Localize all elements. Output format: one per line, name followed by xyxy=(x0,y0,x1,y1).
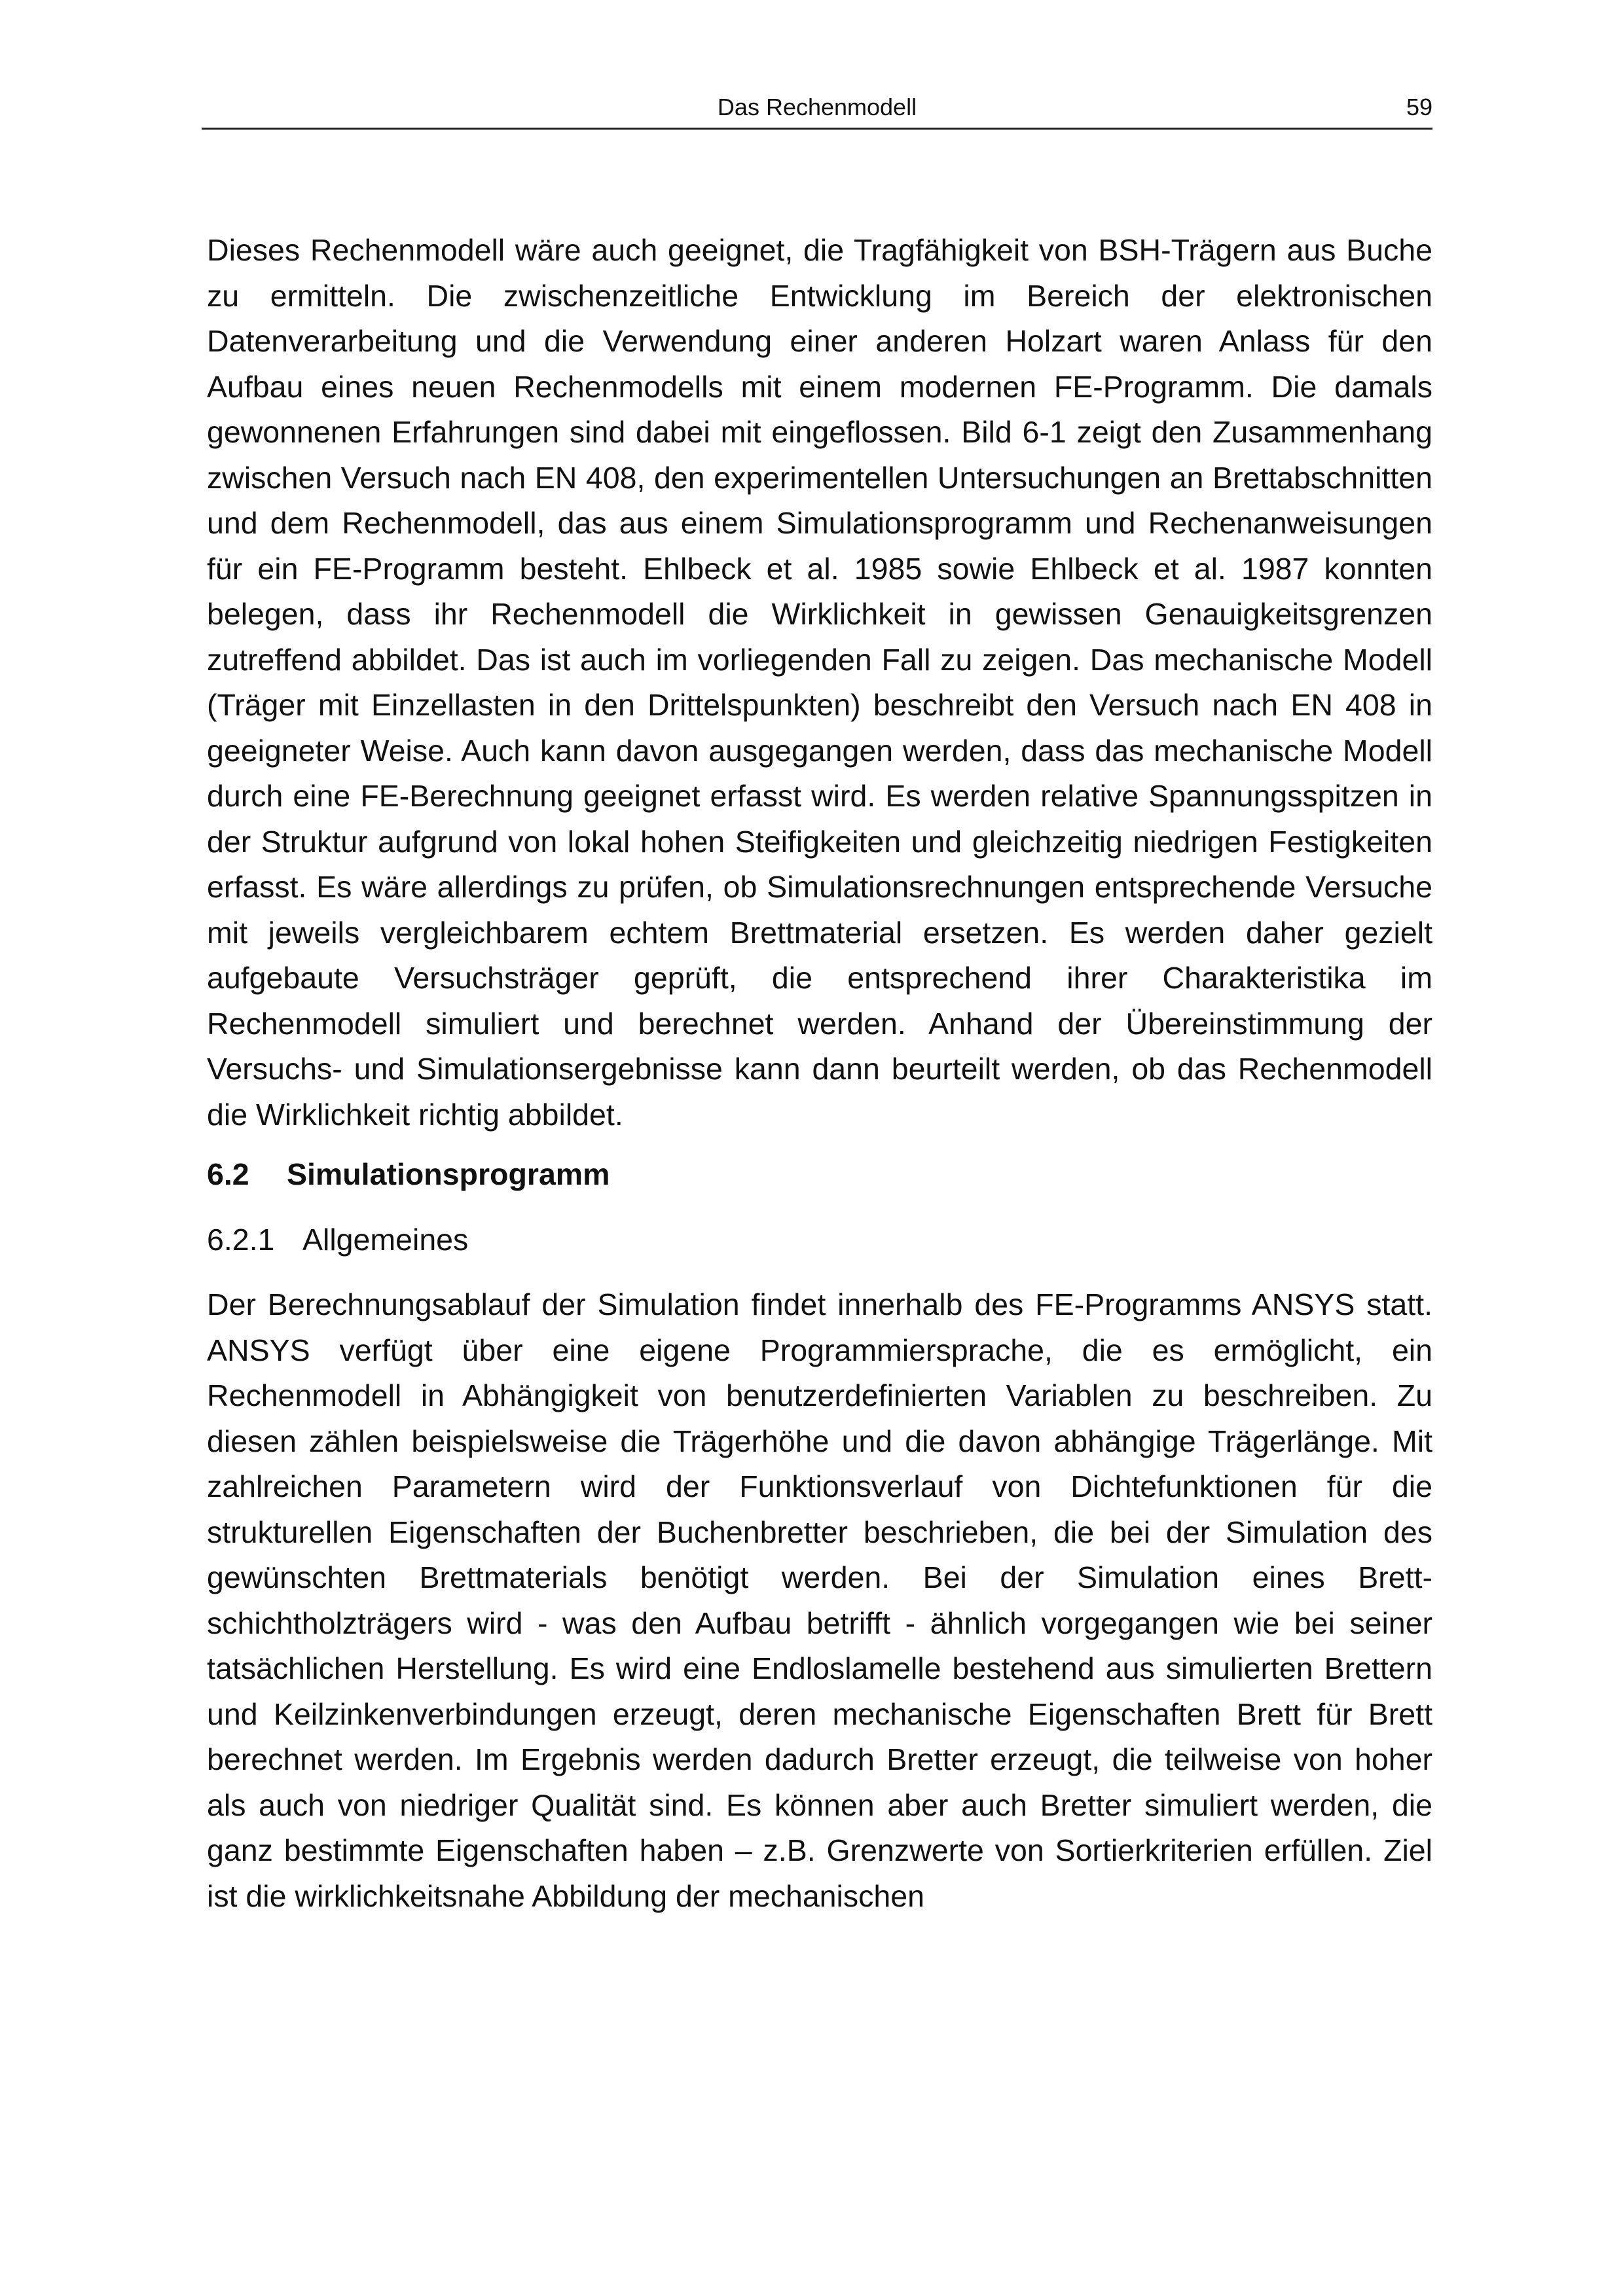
page-number: 59 xyxy=(1406,94,1432,120)
running-header xyxy=(202,89,1432,130)
subsection-number: 6.2.1 xyxy=(207,1222,275,1257)
paragraph-intro: Dieses Rechenmodell wäre auch geeignet, die Tragfähigkeit von BSH-Trägern aus Buche zu ermitteln. Die zwischenzeitliche Entwicklung im Bereich der elektronischen Datenverarbeitung und die Verwendung einer anderen Holzart waren Anlass für den Aufbau eines neuen Rechenmodells mit einem modernen FE-Programm. Die damals gewonnenen Erfahrungen sind dabei mit eingeflossen. Bild 6-1 zeigt den Zusammenhang zwischen Versuch nach EN 408, den experimentellen Untersuchungen an Brettabschnitten und dem Rechenmodell, das aus einem Simulationsprogramm und Rechenanweisungen für ein FE-Programm besteht. Ehlbeck et al. 1985 sowie Ehlbeck et al. 1987 konnten belegen, dass ihr Rechenmodell die Wirklichkeit in gewissen Genauigkeitsgrenzen zutreffend abbildet. Das ist auch im vorliegenden Fall zu zeigen. Das mechanische Modell (Träger mit Einzellasten in den Drittelspunkten) beschreibt den Versuch nach EN 408 in geeigneter Weise. Auch kann davon ausgegangen werden, dass das mechanische Modell durch eine FE-Berechnung geeignet erfasst wird. Es werden relative Spannungsspitzen in der Struktur aufgrund von lokal hohen Steifigkeiten und gleichzeitig niedrigen Festigkeiten erfasst. Es wäre allerdings zu prüfen, ob Simulationsrechnungen entsprechende Versuche mit jeweils vergleichbarem echtem Brettmaterial ersetzen. Es werden daher gezielt aufgebaute Versuchsträger geprüft, die entsprechend ihrer Charakteristika im Rechenmodell simuliert und berechnet werden. Anhand der Übereinstimmung der Versuchs- und Simulationsergebnisse kann dann beurteilt werden, ob das Rechenmodell die Wirklichkeit richtig abbildet. xyxy=(207,233,1432,1132)
header-title: Das Rechenmodell xyxy=(717,94,917,120)
section-title: Simulationsprogramm xyxy=(287,1157,610,1191)
subsection-title: Allgemeines xyxy=(302,1222,469,1257)
paragraph-general: Der Berechnungsablauf der Simulation findet innerhalb des FE-Programms ANSYS statt. ANSYS verfügt über eine eigene Programmiersprache, die es ermöglicht, ein Rechenmodell in Abhängigkeit von benutzerdefinierten Variablen zu beschreiben. Zu diesen zählen beispielsweise die Trägerhöhe und die davon abhängige Trägerlänge. Mit zahlreichen Parametern wird der Funktionsverlauf von Dichtefunktionen für die strukturellen Eigenschaften der Buchenbretter beschrieben, die bei der Simulation des gewünschten Brettmaterials benötigt werden. Bei der Simulation eines Brettschichtholzträgers wird - was den Aufbau betrifft - ähnlich vorgegangen wie bei seiner tatsächlichen Herstellung. Es wird eine Endloslamelle bestehend aus simulierten Brettern und Keilzinkenverbindungen erzeugt, deren mechanische Eigenschaften Brett für Brett berechnet werden. Im Ergebnis werden dadurch Bretter erzeugt, die teilweise von hoher als auch von niedriger Qualität sind. Es können aber auch Bretter simuliert werden, die ganz bestimmte Eigenschaften haben – z.B. Grenzwerte von Sortierkriterien erfüllen. Ziel ist die wirklichkeitsnahe Abbildung der mechanischen xyxy=(207,1287,1432,1913)
section-heading xyxy=(207,1152,1432,1198)
body-text xyxy=(207,228,1432,1919)
section-number: 6.2 xyxy=(207,1157,249,1191)
subsection-heading xyxy=(207,1217,1432,1263)
